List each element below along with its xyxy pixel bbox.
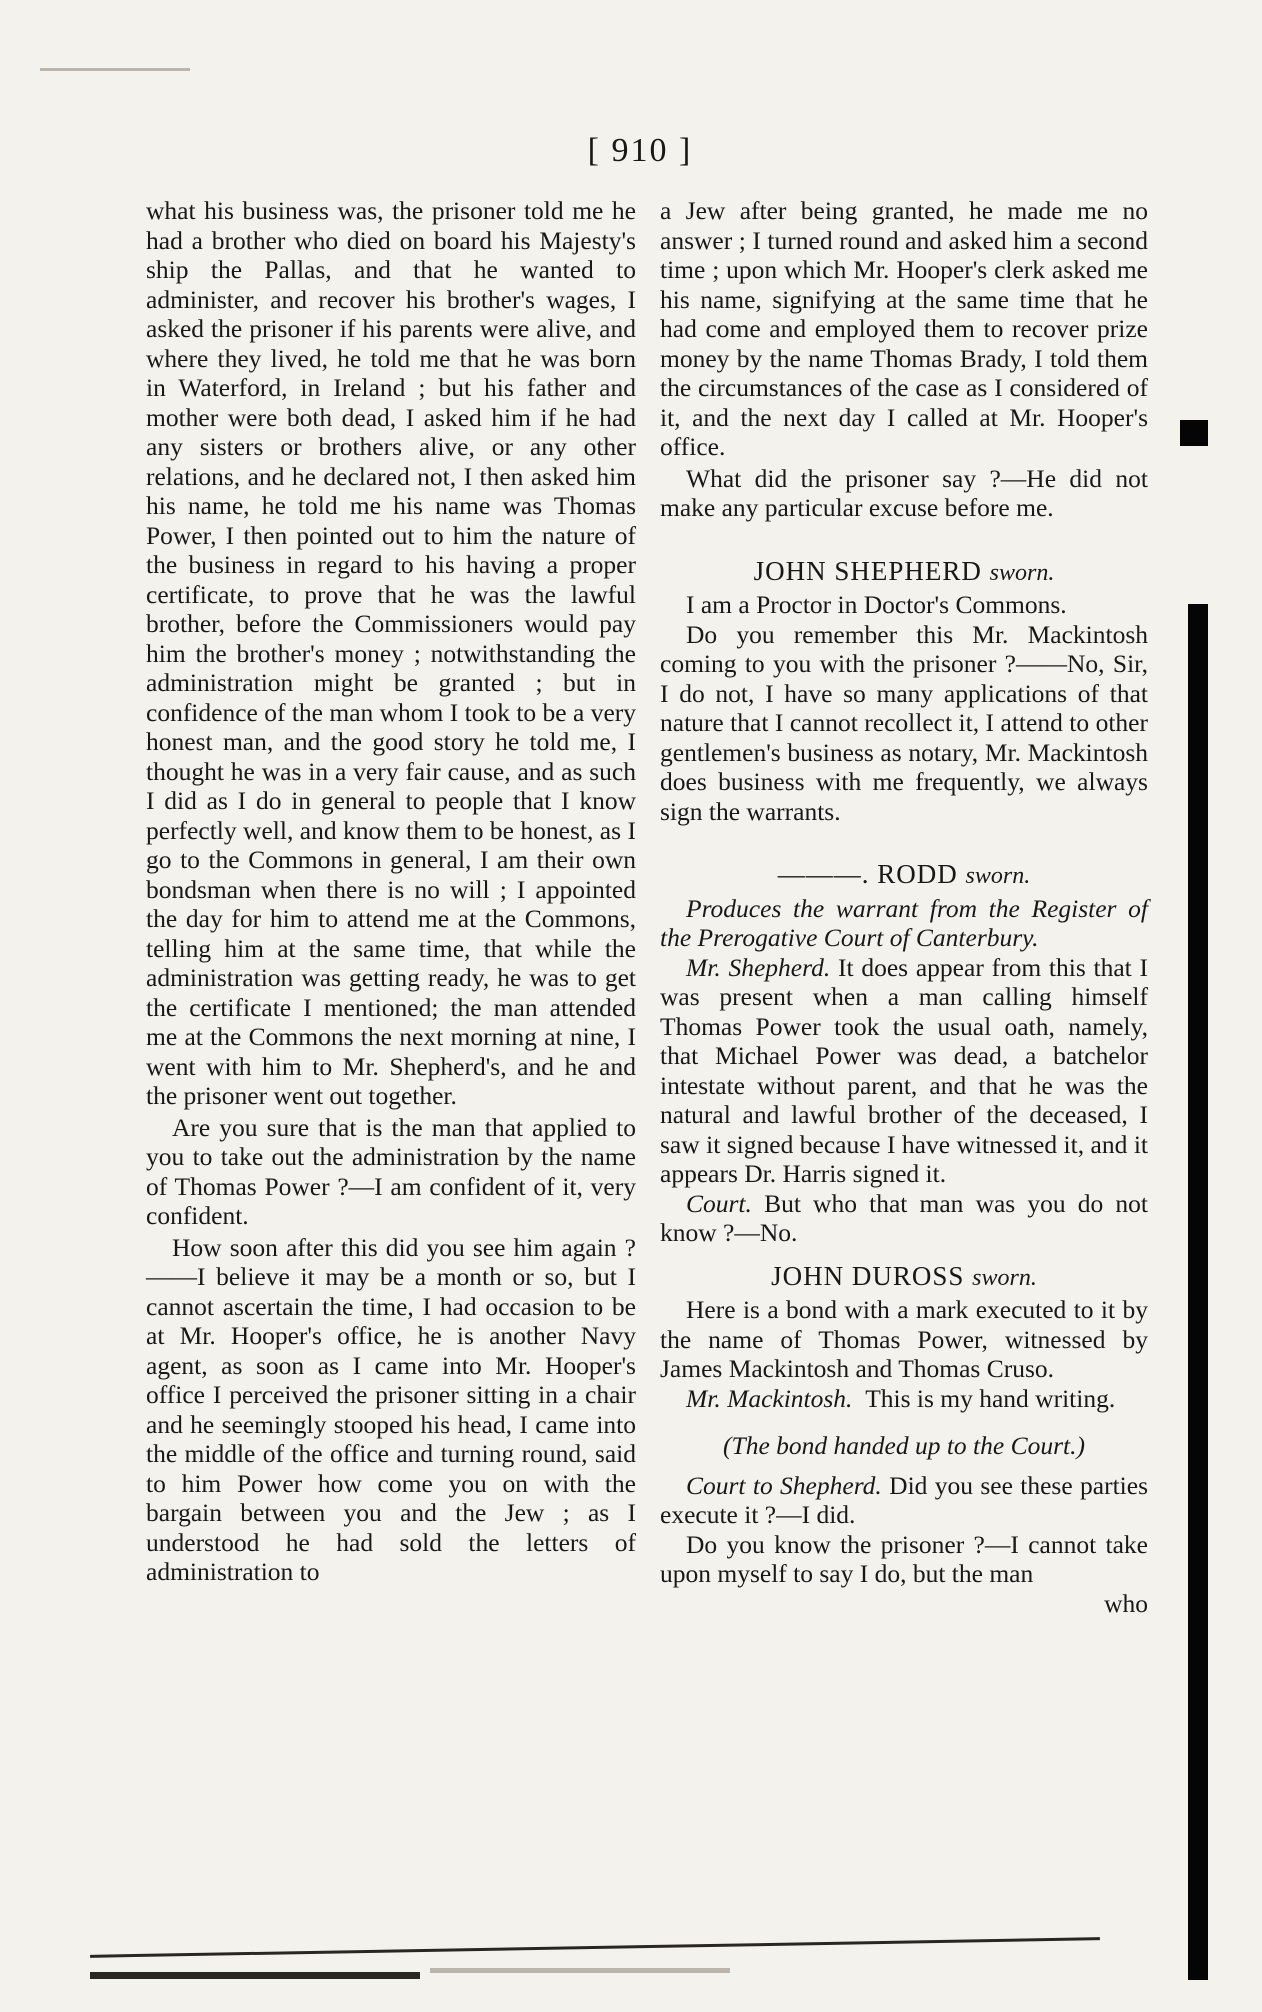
page-number: [ 910 ] bbox=[587, 132, 693, 169]
speaker-label: Court to Shepherd. bbox=[686, 1470, 882, 1500]
right-paragraph-5: Produces the warrant from the Register of the Prerogative Court of Canterbury. bbox=[660, 893, 1148, 952]
margin-mark bbox=[1180, 420, 1208, 446]
speech-text: It does appear from this that I was present when a man calling himself Thomas Power took the usual oath, namely, that Michael Power was dead, a batchelor intestate without parent, and that he was the natural and lawful brother of the deceased, I saw it signed because I have witnessed it, and it appears Dr. Harris signed it. bbox=[660, 952, 1149, 1188]
left-paragraph-3: How soon after this did you see him again ?——I believe it may be a month or so, but I cannot ascertain the time, I had occasion to be at Mr. Hooper's office, he is another Navy agent, as soon as I came into Mr. Hooper's office I perceived the prisoner sitting in a chair and he seemingly stooped his head, I came into the middle of the office and turning round, said to him Power how come you on with the bargain between you and the Jew ; as I understood he had sold the letters of administration to bbox=[146, 1232, 636, 1586]
sworn-label: sworn. bbox=[965, 863, 1031, 889]
right-column bbox=[660, 196, 1148, 1618]
left-column bbox=[146, 196, 636, 1587]
left-paragraph-1: what his business was, the prisoner told me he had a brother who died on board his Majesty's ship the Pallas, and that he wanted to administer, and recover his brother's wages, I asked the prisoner if his parents were alive, and where they lived, he told me that he was born in Waterford, in Ireland ; but his father and mother were both dead, I asked him if he had any sisters or brothers alive, or any other relations, and he declared not, I then asked him his name, he told me his name was Thomas Power, I then pointed out to him the nature of the business in regard to his having a proper certificate, to prove that he was the lawful brother, before the Commissioners would pay him the brother's money ; notwithstanding the administration might be granted ; but in confidence of the man whom I took to be a very honest man, and the good story he told me, I thought he was in a very fair cause, and as such I did as I do in general to people that I know perfectly well, and know them to be honest, as I go to the Commons in general, I am their own bondsman when there is no will ; I appointed the day for him to attend me at the Commons, telling him at the same time, that while the administration was getting ready, he was to get the certificate I mentioned; the man attended me at the Commons the next morning at nine, I went with him to Mr. Shepherd's, and he and the prisoner went out together. bbox=[146, 196, 637, 1110]
sworn-label: sworn. bbox=[972, 1264, 1037, 1291]
scan-smudge bbox=[430, 1968, 730, 1973]
right-paragraph-11 bbox=[660, 1471, 1148, 1530]
witness-name: JOHN DUROSS bbox=[771, 1260, 965, 1291]
right-paragraph-7 bbox=[660, 1189, 1148, 1248]
catchword: who bbox=[1104, 1588, 1148, 1618]
right-paragraph-6 bbox=[660, 953, 1148, 1189]
scan-artifact-line bbox=[90, 1972, 420, 1979]
scan-artifact-line bbox=[90, 1937, 1100, 1958]
witness-heading-duross bbox=[660, 1262, 1148, 1294]
witness-name: JOHN SHEPHERD bbox=[753, 555, 982, 586]
right-paragraph-9 bbox=[660, 1384, 1148, 1414]
right-paragraph-4: Do you remember this Mr. Mackintosh coming to you with the prisoner ?——No, Sir, I do not, I have so many applications of that nature that I cannot recollect it, I attend to other gentlemen's business as notary, Mr. Mackintosh does business with me frequently, we always sign the warrants. bbox=[660, 619, 1148, 826]
right-paragraph-12: Do you know the prisoner ?—I cannot take upon myself to say I do, but the man bbox=[660, 1529, 1148, 1588]
speaker-label: Mr. Shepherd. bbox=[686, 952, 831, 982]
right-paragraph-2: What did the prisoner say ?—He did not make any particular excuse before me. bbox=[660, 463, 1148, 522]
speech-text: This is my hand writing. bbox=[865, 1383, 1116, 1413]
right-paragraph-3: I am a Proctor in Doctor's Commons. bbox=[686, 590, 1067, 619]
witness-heading-rodd bbox=[660, 860, 1148, 892]
right-paragraph-8: Here is a bond with a mark executed to it by the name of Thomas Power, witnessed by James Mackintosh and Thomas Cruso. bbox=[660, 1295, 1148, 1383]
left-paragraph-2: Are you sure that is the man that applied to you to take out the administration by the name of Thomas Power ?—I am confident of it, very confident. bbox=[146, 1112, 636, 1230]
binding-edge-bar bbox=[1188, 604, 1208, 1980]
speech-text: Did you see these parties execute it ?—I did. bbox=[660, 1470, 1148, 1529]
witness-name: ———. RODD bbox=[777, 859, 958, 889]
speaker-label: Court. bbox=[686, 1188, 752, 1218]
scan-smudge bbox=[40, 68, 190, 71]
right-paragraph-1: a Jew after being granted, he made me no answer ; I turned round and asked him a second time ; upon which Mr. Hooper's clerk asked me his name, signifying at the same time that he had come and employed them to recover prize money by the name Thomas Brady, I told them the circumstances of the case as I considered of it, and the next day I called at Mr. Hooper's office. bbox=[660, 196, 1148, 461]
sworn-label: sworn. bbox=[989, 559, 1055, 586]
witness-heading-shepherd bbox=[660, 557, 1148, 589]
stage-direction: (The bond handed up to the Court.) bbox=[723, 1431, 1085, 1460]
speaker-label: Mr. Mackintosh. bbox=[686, 1383, 853, 1413]
speech-text: But who that man was you do not know ?—No. bbox=[660, 1188, 1149, 1247]
